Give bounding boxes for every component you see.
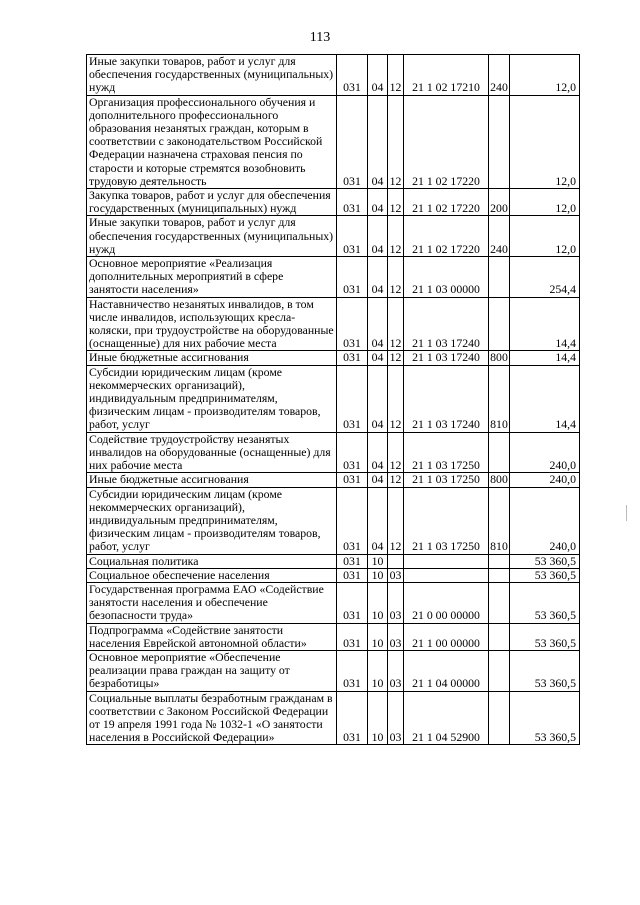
page-number: 113 — [309, 30, 331, 45]
amount-cell: 12,0 — [510, 95, 580, 188]
section-code-cell: 10 — [368, 650, 388, 691]
amount-cell: 240,0 — [510, 473, 580, 487]
item-name-cell: Социальное обеспечение населения — [87, 568, 337, 582]
target-article-code-cell: 21 1 03 17240 — [404, 365, 489, 432]
department-code-cell: 031 — [337, 216, 368, 257]
department-code-cell: 031 — [337, 473, 368, 487]
expense-type-code-cell: 810 — [489, 487, 510, 554]
amount-cell: 53 360,5 — [510, 650, 580, 691]
expense-type-code-cell — [489, 297, 510, 351]
department-code-cell: 031 — [337, 432, 368, 473]
item-name-cell: Субсидии юридическим лицам (кроме некоммерческих организаций), индивидуальным предпринимателям, физическим лицам - производителям товаров, работ, услуг — [87, 487, 337, 554]
amount-cell: 53 360,5 — [510, 623, 580, 650]
subsection-code-cell: 12 — [388, 297, 404, 351]
expense-type-code-cell — [489, 582, 510, 623]
item-name-cell: Иные бюджетные ассигнования — [87, 351, 337, 365]
amount-cell: 14,4 — [510, 351, 580, 365]
department-code-cell: 031 — [337, 487, 368, 554]
section-code-cell: 04 — [368, 432, 388, 473]
section-code-cell: 10 — [368, 623, 388, 650]
section-code-cell: 04 — [368, 95, 388, 188]
target-article-code-cell: 21 1 03 17250 — [404, 473, 489, 487]
expense-type-code-cell — [489, 432, 510, 473]
section-code-cell: 04 — [368, 55, 388, 96]
subsection-code-cell: 03 — [388, 582, 404, 623]
table-row — [87, 432, 580, 473]
table-row — [87, 554, 580, 568]
section-code-cell: 04 — [368, 365, 388, 432]
item-name-cell: Иные бюджетные ассигнования — [87, 473, 337, 487]
expense-type-code-cell — [489, 568, 510, 582]
section-code-cell: 10 — [368, 554, 388, 568]
section-code-cell: 04 — [368, 473, 388, 487]
target-article-code-cell: 21 0 00 00000 — [404, 582, 489, 623]
target-article-code-cell: 21 1 02 17210 — [404, 55, 489, 96]
department-code-cell: 031 — [337, 189, 368, 216]
department-code-cell: 031 — [337, 365, 368, 432]
target-article-code-cell: 21 1 03 00000 — [404, 257, 489, 298]
target-article-code-cell: 21 1 04 00000 — [404, 650, 489, 691]
item-name-cell: Содействие трудоустройству незанятых инвалидов на оборудованные (оснащенные) для них рабочие места — [87, 432, 337, 473]
expense-type-code-cell: 800 — [490, 472, 508, 487]
subsection-code-cell: 03 — [388, 650, 404, 691]
section-code-cell: 10 — [368, 582, 388, 623]
budget-table — [86, 54, 580, 745]
department-code-cell: 031 — [337, 623, 368, 650]
scan-mark — [626, 505, 627, 521]
target-article-code-cell: 21 1 03 17250 — [404, 432, 489, 473]
expense-type-code-cell: 800 — [490, 350, 508, 365]
subsection-code-cell: 12 — [388, 189, 404, 216]
item-name-cell: Социальные выплаты безработным гражданам в соответствии с Законом Российской Федерации от 19 апреля 1991 года № 1032-1 «О занятости населения в Российской Федерации» — [87, 691, 337, 745]
target-article-code-cell: 21 1 02 17220 — [404, 189, 489, 216]
subsection-code-cell: 12 — [388, 95, 404, 188]
table-row — [87, 650, 580, 691]
expense-type-code-cell — [489, 623, 510, 650]
expense-type-code-cell: 240 — [489, 216, 510, 257]
section-code-cell: 10 — [368, 568, 388, 582]
expense-type-code-cell — [489, 650, 510, 691]
table-row — [87, 473, 580, 487]
subsection-code-cell: 12 — [388, 473, 404, 487]
section-code-cell: 04 — [368, 351, 388, 365]
target-article-code-cell — [404, 568, 489, 582]
expense-type-code-cell — [489, 95, 510, 188]
item-name-cell: Субсидии юридическим лицам (кроме некоммерческих организаций), индивидуальным предпринимателям, физическим лицам - производителям товаров, работ, услуг — [87, 365, 337, 432]
expense-type-code-cell — [489, 691, 510, 745]
department-code-cell: 031 — [337, 650, 368, 691]
target-article-code-cell: 21 1 03 17240 — [404, 351, 489, 365]
subsection-code-cell: 12 — [388, 365, 404, 432]
section-code-cell: 04 — [368, 216, 388, 257]
section-code-cell: 04 — [368, 297, 388, 351]
department-code-cell: 031 — [337, 582, 368, 623]
item-name-cell: Социальная политика — [87, 554, 337, 568]
department-code-cell: 031 — [337, 554, 368, 568]
target-article-code-cell — [404, 554, 489, 568]
target-article-code-cell: 21 1 02 17220 — [404, 95, 489, 188]
table-row — [87, 95, 580, 188]
table-row — [87, 691, 580, 745]
amount-cell: 53 360,5 — [510, 582, 580, 623]
amount-cell: 14,4 — [510, 297, 580, 351]
table-row — [87, 297, 580, 351]
amount-cell: 53 360,5 — [510, 554, 580, 568]
table-row — [87, 351, 580, 365]
subsection-code-cell: 12 — [388, 216, 404, 257]
target-article-code-cell: 21 1 03 17250 — [404, 487, 489, 554]
amount-cell: 53 360,5 — [510, 691, 580, 745]
expense-type-code-cell: 240 — [489, 55, 510, 96]
subsection-code-cell: 12 — [388, 487, 404, 554]
item-name-cell: Иные закупки товаров, работ и услуг для обеспечения государственных (муниципальных) нужд — [87, 216, 337, 257]
section-code-cell: 10 — [368, 691, 388, 745]
subsection-code-cell: 03 — [388, 623, 404, 650]
subsection-code-cell — [388, 554, 404, 568]
department-code-cell: 031 — [337, 568, 368, 582]
expense-type-code-cell — [489, 554, 510, 568]
amount-cell: 254,4 — [510, 257, 580, 298]
department-code-cell: 031 — [337, 691, 368, 745]
table-row — [87, 582, 580, 623]
subsection-code-cell: 12 — [388, 55, 404, 96]
expense-type-code-cell — [489, 257, 510, 298]
subsection-code-cell: 03 — [388, 691, 404, 745]
target-article-code-cell: 21 1 04 52900 — [404, 691, 489, 745]
item-name-cell: Закупка товаров, работ и услуг для обеспечения государственных (муниципальных) нужд — [87, 189, 337, 216]
item-name-cell: Подпрограмма «Содействие занятости населения Еврейской автономной области» — [87, 623, 337, 650]
amount-cell: 240,0 — [510, 432, 580, 473]
table-row — [87, 487, 580, 554]
department-code-cell: 031 — [337, 257, 368, 298]
amount-cell: 12,0 — [510, 55, 580, 96]
expense-type-code-cell: 810 — [489, 365, 510, 432]
table-row — [87, 216, 580, 257]
table-row — [87, 568, 580, 582]
budget-table-body — [87, 55, 580, 745]
subsection-code-cell: 12 — [388, 432, 404, 473]
expense-type-code-cell: 200 — [489, 189, 510, 216]
subsection-code-cell: 12 — [388, 257, 404, 298]
table-row — [87, 189, 580, 216]
target-article-code-cell: 21 1 02 17220 — [404, 216, 489, 257]
item-name-cell: Организация профессионального обучения и дополнительного профессионального образования незанятых граждан, которым в соответствии с законодательством Российской Федерации назначена страховая пенсия по старости и которые стремятся возобновить трудовую деятельность — [87, 95, 337, 188]
amount-cell: 14,4 — [510, 365, 580, 432]
amount-cell: 12,0 — [510, 189, 580, 216]
department-code-cell: 031 — [337, 55, 368, 96]
table-row — [87, 623, 580, 650]
table-row — [87, 365, 580, 432]
target-article-code-cell: 21 1 00 00000 — [404, 623, 489, 650]
amount-cell: 240,0 — [510, 487, 580, 554]
section-code-cell: 04 — [368, 257, 388, 298]
target-article-code-cell: 21 1 03 17240 — [404, 297, 489, 351]
section-code-cell: 04 — [368, 487, 388, 554]
department-code-cell: 031 — [337, 297, 368, 351]
item-name-cell: Наставничество незанятых инвалидов, в том числе инвалидов, использующих кресла-коляски, при трудоустройстве на оборудованные (оснащенные) для них рабочие места — [87, 297, 337, 351]
amount-cell: 12,0 — [510, 216, 580, 257]
table-row — [87, 257, 580, 298]
amount-cell: 53 360,5 — [510, 568, 580, 582]
table-row — [87, 55, 580, 96]
item-name-cell: Иные закупки товаров, работ и услуг для обеспечения государственных (муниципальных) нужд — [87, 55, 337, 96]
section-code-cell: 04 — [368, 189, 388, 216]
item-name-cell: Основное мероприятие «Реализация дополнительных мероприятий в сфере занятости населения» — [87, 257, 337, 298]
subsection-code-cell: 03 — [388, 568, 404, 582]
item-name-cell: Государственная программа ЕАО «Содействие занятости населения и обеспечение безопасности труда» — [87, 582, 337, 623]
item-name-cell: Основное мероприятие «Обеспечение реализации права граждан на защиту от безработицы» — [87, 650, 337, 691]
subsection-code-cell: 12 — [388, 351, 404, 365]
department-code-cell: 031 — [337, 351, 368, 365]
department-code-cell: 031 — [337, 95, 368, 188]
